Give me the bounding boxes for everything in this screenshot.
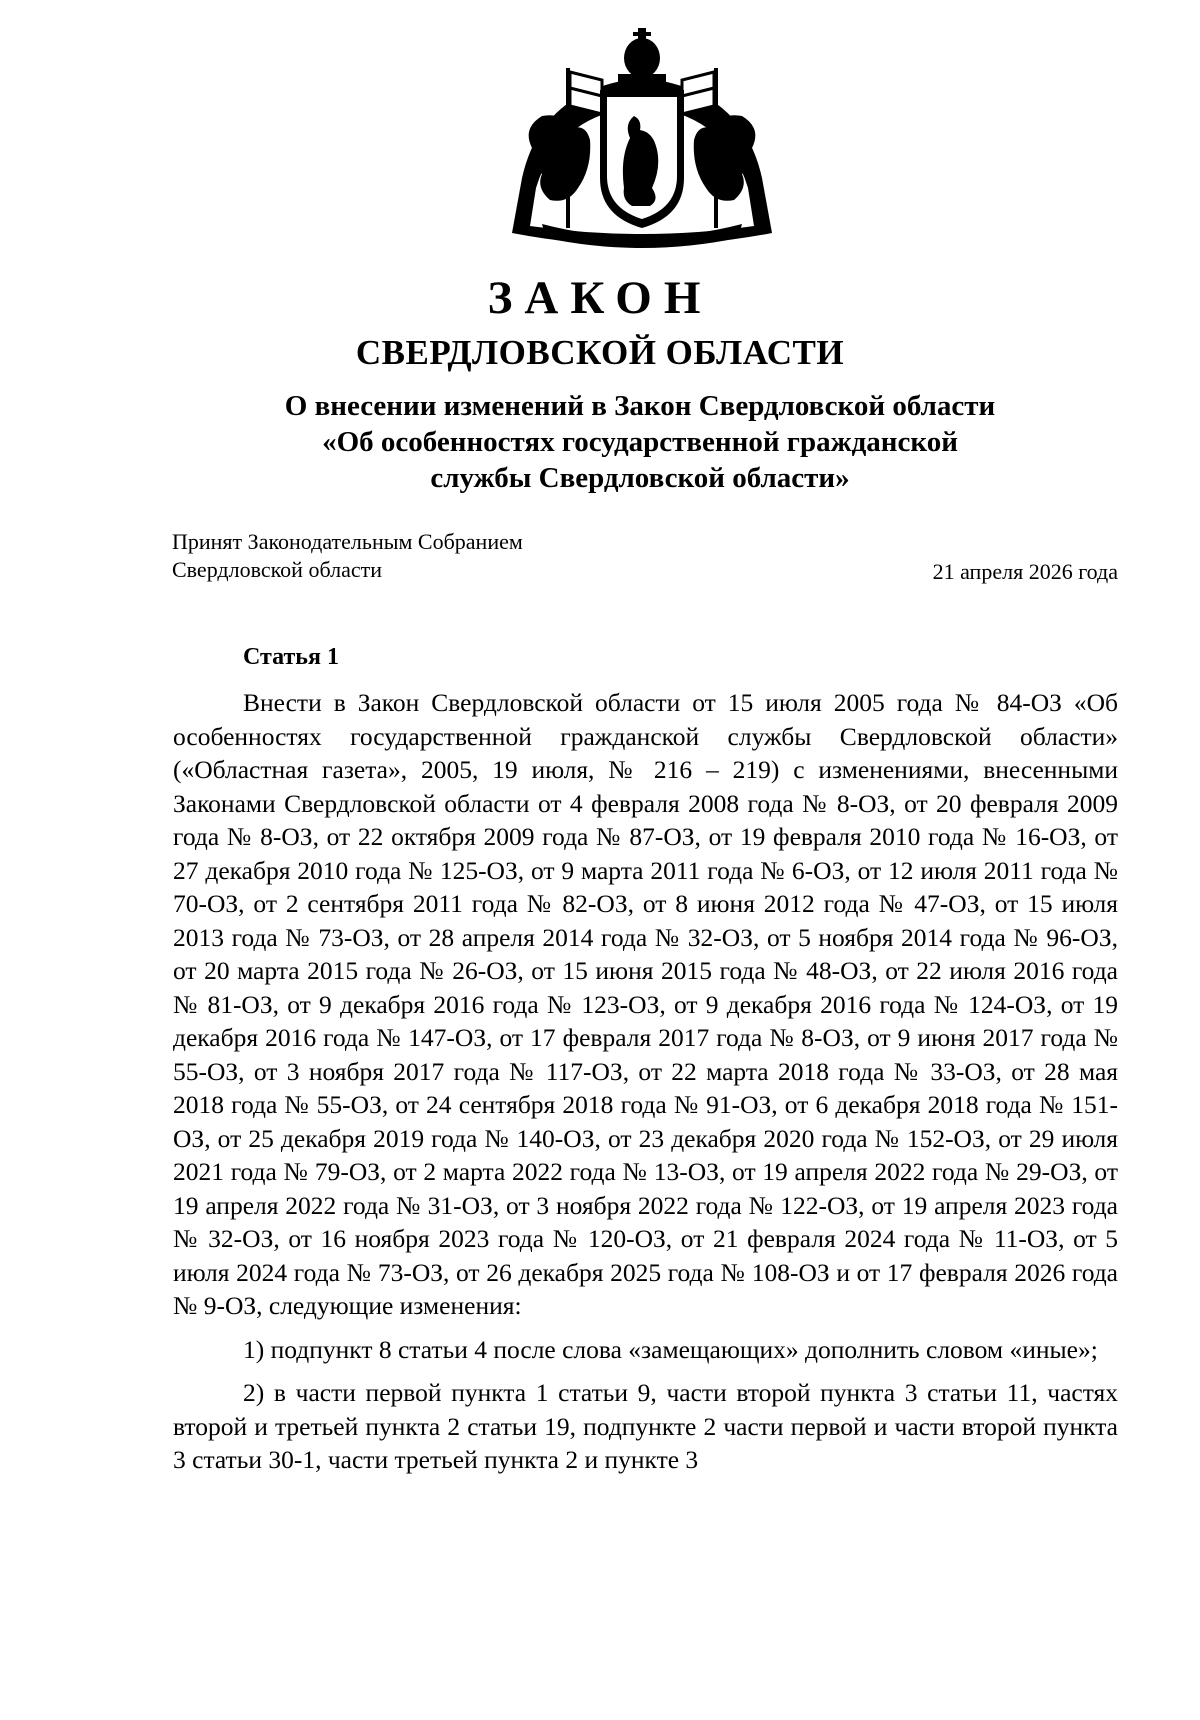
adoption-line: Принят Законодательным Собранием	[172, 529, 523, 554]
article-heading: Статья 1	[243, 644, 339, 670]
law-title-line: О внесении изменений в Закон Свердловской области	[284, 390, 996, 422]
law-title-line: службы Свердловской области»	[430, 462, 850, 494]
document-type-heading: ЗАКОН	[487, 272, 713, 324]
law-title	[200, 388, 1080, 496]
law-title-line: «Об особенностях государственной гражданской	[322, 426, 958, 458]
article-body	[173, 686, 1118, 1477]
article-paragraph: Внести в Закон Свердловской области от 15 июля 2005 года № 84-ОЗ «Об особенностях государственной гражданской службы Свердловской области» («Областная газета», 2005, 19 июля, № 216 – 219) с изменениями, внесенными Законами Свердловской области от 4 февраля 2008 года № 8-ОЗ, от 20 февраля 2009 года № 8-ОЗ, от 22 октября 2009 года № 87-ОЗ, от 19 февраля 2010 года № 16-ОЗ, от 27 декабря 2010 года № 125-ОЗ, от 9 марта 2011 года № 6-ОЗ, от 12 июля 2011 года № 70-ОЗ, от 2 сентября 2011 года № 82-ОЗ, от 8 июня 2012 года № 47-ОЗ, от 15 июля 2013 года № 73-ОЗ, от 28 апреля 2014 года № 32-ОЗ, от 5 ноября 2014 года № 96-ОЗ, от 20 марта 2015 года № 26-ОЗ, от 15 июня 2015 года № 48-ОЗ, от 22 июля 2016 года № 81-ОЗ, от 9 декабря 2016 года № 123-ОЗ, от 9 декабря 2016 года № 124-ОЗ, от 19 декабря 2016 года № 147-ОЗ, от 17 февраля 2017 года № 8-ОЗ, от 9 июня 2017 года № 55-ОЗ, от 3 ноября 2017 года № 117-ОЗ, от 22 марта 2018 года № 33-ОЗ, от 28 мая 2018 года № 55-ОЗ, от 24 сентября 2018 года № 91-ОЗ, от 6 декабря 2018 года № 151-ОЗ, от 25 декабря 2019 года № 140-ОЗ, от 23 декабря 2020 года № 152-ОЗ, от 29 июля 2021 года № 79-ОЗ, от 2 марта 2022 года № 13-ОЗ, от 19 апреля 2022 года № 29-ОЗ, от 19 апреля 2022 года № 31-ОЗ, от 3 ноября 2022 года № 122-ОЗ, от 19 апреля 2023 года № 32-ОЗ, от 16 ноября 2023 года № 120-ОЗ, от 21 февраля 2024 года № 11-ОЗ, от 5 июля 2024 года № 73-ОЗ, от 26 декабря 2025 года № 108-ОЗ и от 17 февраля 2026 года № 9-ОЗ, следующие изменения:	[173, 688, 1118, 1320]
adoption-date: 21 апреля 2026 года	[932, 559, 1118, 584]
adoption-note	[172, 528, 523, 584]
adoption-line: Свердловской области	[172, 557, 382, 582]
coat-of-arms-icon	[502, 28, 782, 254]
article-paragraph: 2) в части первой пункта 1 статьи 9, части второй пункта 3 статьи 11, частях второй и третьей пункта 2 статьи 19, подпункте 2 части первой и части второй пункта 3 статьи 30-1, части третьей пункта 2 и пункте 3	[173, 1378, 1118, 1474]
article-paragraph: 1) подпункт 8 статьи 4 после слова «замещающих» дополнить словом «иные»;	[243, 1334, 1098, 1364]
region-heading: СВЕРДЛОВСКОЙ ОБЛАСТИ	[355, 333, 845, 372]
